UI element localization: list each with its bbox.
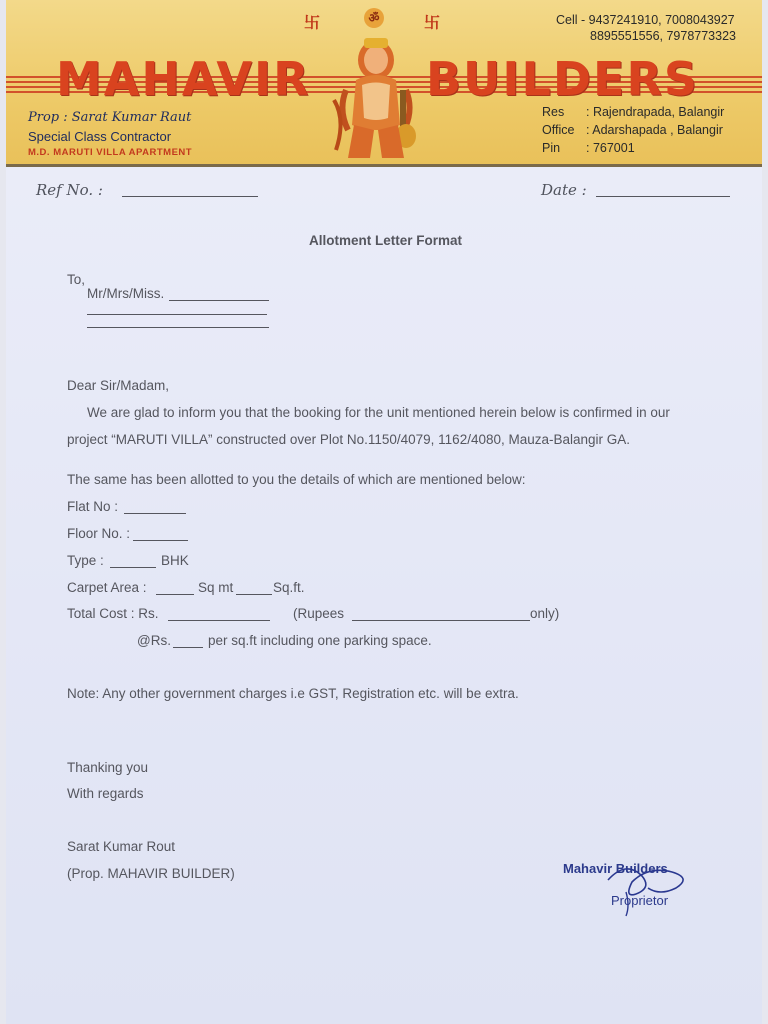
rupees-only: only) <box>530 606 560 621</box>
signatory-name: Sarat Kumar Rout <box>67 839 176 854</box>
date-blank <box>596 184 730 197</box>
floor-no-label: Floor No. : <box>67 526 131 541</box>
paragraph1-line1: We are glad to inform you that the booking for the unit mentioned herein below is confirmed in our <box>87 405 670 420</box>
total-cost-blank <box>168 608 270 621</box>
flat-no-blank <box>124 501 186 514</box>
stamp-proprietor: Proprietor <box>611 893 669 908</box>
brand-name-left: MAHAVIR <box>56 52 311 106</box>
ref-no-blank <box>122 184 258 197</box>
address-line2-blank <box>87 315 269 328</box>
address-value-office: : Adarshapada , Balangir <box>586 123 723 137</box>
om-symbol: ॐ <box>364 8 384 28</box>
total-cost-label: Total Cost : Rs. <box>67 606 159 621</box>
carpet-sqmt-blank <box>156 582 194 595</box>
paragraph2: The same has been allotted to you the details of which are mentioned below: <box>67 472 526 487</box>
rupees-label: (Rupees <box>293 606 345 621</box>
thanking-you: Thanking you <box>67 760 149 775</box>
addressee-name-blank <box>169 288 269 301</box>
signatory-designation: (Prop. MAHAVIR BUILDER) <box>67 866 235 881</box>
address-label-res: Res <box>542 105 565 119</box>
ref-no-label: Ref No. : <box>36 181 103 199</box>
address-value-pin: : 767001 <box>586 141 635 155</box>
brand-name-right: BUILDERS <box>426 52 699 106</box>
rate-blank <box>173 635 203 648</box>
addressee-label: Mr/Mrs/Miss. <box>87 286 165 301</box>
carpet-area-label: Carpet Area : <box>67 580 147 595</box>
salutation: Dear Sir/Madam, <box>67 378 170 393</box>
flat-no-label: Flat No : <box>67 499 119 514</box>
with-regards: With regards <box>67 786 144 801</box>
type-label: Type : <box>67 553 104 568</box>
address-value-res: : Rajendrapada, Balangir <box>586 105 725 119</box>
project-name: M.D. MARUTI VILLA APARTMENT <box>28 147 193 158</box>
address-label-office: Office <box>542 123 575 137</box>
letter-page <box>6 0 762 1024</box>
proprietor-name: Prop : Sarat Kumar Raut <box>28 110 192 125</box>
letter-title: Allotment Letter Format <box>309 233 463 248</box>
paragraph1-line2: project “MARUTI VILLA” constructed over Plot No.1150/4079, 1162/4080, Mauza-Balangir GA. <box>67 432 631 447</box>
note-text: Note: Any other government charges i.e GST, Registration etc. will be extra. <box>67 686 519 701</box>
to-label: To, <box>67 272 86 287</box>
handwritten-signature <box>596 858 696 918</box>
carpet-sqmt-unit: Sq mt <box>198 580 234 595</box>
contact-numbers-line1: Cell - 9437241910, 7008043927 <box>556 13 735 27</box>
rate-prefix: @Rs. <box>137 633 171 648</box>
rate-suffix: per sq.ft including one parking space. <box>208 633 432 648</box>
rupees-words-blank <box>352 608 530 621</box>
address-line1-blank <box>87 302 267 315</box>
carpet-sqft-blank <box>236 582 272 595</box>
hanuman-emblem-image <box>326 30 426 162</box>
stamp-company-name: Mahavir Builders <box>563 861 668 876</box>
type-unit: BHK <box>161 553 189 568</box>
swastika-symbol-right: 卐 <box>424 15 441 32</box>
carpet-sqft-unit: Sq.ft. <box>273 580 305 595</box>
letterhead <box>6 0 762 167</box>
floor-no-blank <box>133 528 188 541</box>
swastika-symbol-left: 卐 <box>304 15 321 32</box>
type-blank <box>110 555 156 568</box>
date-label: Date : <box>541 181 587 199</box>
contractor-class: Special Class Contractor <box>28 129 172 144</box>
contact-numbers-line2: 8895551556, 7978773323 <box>590 29 736 43</box>
address-label-pin: Pin <box>542 141 561 155</box>
